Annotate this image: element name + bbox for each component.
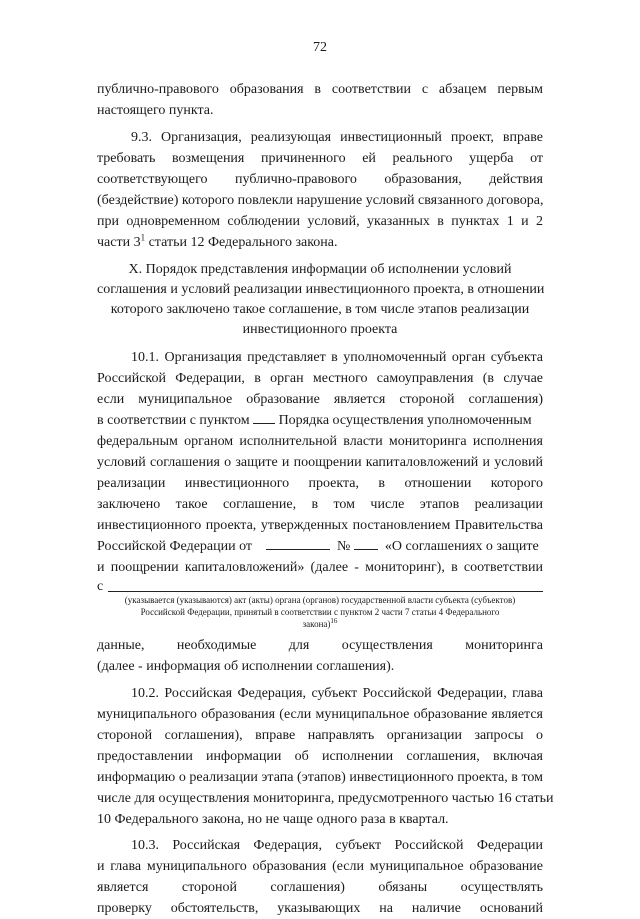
text-line: с xyxy=(97,579,104,594)
text-line: является стороной соглашения) обязаны осуществлять xyxy=(97,880,543,895)
text-line: условий соглашения о защите и поощрении капиталовложений и условий xyxy=(97,455,543,470)
text-line: инвестиционного проекта, утвержденных постановлением Правительства xyxy=(97,518,543,533)
text-line xyxy=(97,537,543,557)
text-line: (далее - информация об исполнении соглашения). xyxy=(97,659,395,674)
text-line xyxy=(97,411,543,431)
text-line: Российской Федерации, в орган местного самоуправления (в случае xyxy=(97,371,543,386)
section-heading-line: X. Порядок представления информации об исполнении условий xyxy=(128,262,512,277)
text-line: настоящего пункта. xyxy=(97,103,214,118)
footnote-rule xyxy=(108,591,543,592)
text-line: и поощрении капиталовложений» (далее - мониторинг), в соответствии xyxy=(97,560,543,575)
paragraph-10-2-start: 10.2. Российская Федерация, субъект Российской Федерации, глава xyxy=(131,686,543,701)
superscript: 1 xyxy=(140,232,146,243)
section-heading-line: инвестиционного проекта xyxy=(242,322,398,337)
text-line: числе для осуществления мониторинга, предусмотренного частью 16 статьи xyxy=(97,791,554,806)
text-line: соответствующего публично-правового образования, действия xyxy=(97,172,543,187)
text-line: заключено такое соглашение, в том числе этапов реализации xyxy=(97,497,543,512)
footnote-line: Российской Федерации, принятый в соответствии с пунктом 2 части 7 статьи 4 Федерального xyxy=(140,607,500,617)
text-fragment: «О соглашениях о защите xyxy=(384,539,539,554)
superscript: 16 xyxy=(330,617,338,625)
text-line: федеральным органом исполнительной власти мониторинга исполнения xyxy=(97,434,543,449)
text-line: при одновременном соблюдении условий, указанных в пунктах 1 и 2 xyxy=(97,214,543,229)
footnote-line xyxy=(97,618,543,630)
section-heading-line: которого заключено такое соглашение, в том числе этапов реализации xyxy=(110,302,530,317)
text-line xyxy=(97,233,543,253)
text-line: (бездействие) которого повлекли нарушение условий связанного договора, xyxy=(97,193,544,208)
page-number: 72 xyxy=(313,40,327,55)
blank-field xyxy=(253,411,275,424)
blank-field xyxy=(354,537,378,550)
blank-field xyxy=(266,537,330,550)
text-fragment: части 3 xyxy=(97,235,141,250)
text-fragment: закона) xyxy=(302,619,331,629)
text-line: предоставлении информации об исполнении соглашения, включая xyxy=(97,749,543,764)
text-line: 10 Федерального закона, но не чаще одного раза в квартал. xyxy=(97,812,449,827)
section-heading-line: соглашения и условий реализации инвестиционного проекта, в отношении xyxy=(97,282,545,297)
text-line: муниципального образования (если муниципальное образование является xyxy=(97,707,543,722)
text-line: и глава муниципального образования (если муниципальное образование xyxy=(97,859,543,874)
paragraph-9-3-start: 9.3. Организация, реализующая инвестиционный проект, вправе xyxy=(131,130,543,145)
text-line: информацию о реализации этапа (этапов) инвестиционного проекта, в том xyxy=(97,770,543,785)
text-line: если муниципальное образование является стороной соглашения) xyxy=(97,392,543,407)
text-line: стороной соглашения), вправе направлять организации запросы о xyxy=(97,728,543,743)
text-line: публично-правового образования в соответствии с абзацем первым xyxy=(97,82,543,97)
paragraph-10-1-start: 10.1. Организация представляет в уполномоченный орган субъекта xyxy=(131,350,543,365)
text-fragment: в соответствии с пунктом xyxy=(97,413,250,428)
text-fragment: Порядка осуществления уполномоченным xyxy=(275,413,532,428)
text-fragment: статьи 12 Федерального закона. xyxy=(145,235,338,250)
footnote-line: (указывается (указываются) акт (акты) органа (органов) государственной власти субъекта (субъектов) xyxy=(124,595,516,605)
text-line: реализации инвестиционного проекта, в отношении которого xyxy=(97,476,543,491)
text-line: данные, необходимые для осуществления мониторинга xyxy=(97,638,543,653)
text-line: проверку обстоятельств, указывающих на наличие оснований xyxy=(97,901,543,916)
paragraph-10-3-start: 10.3. Российская Федерация, субъект Российской Федерации xyxy=(131,838,543,853)
text-fragment: Российской Федерации от xyxy=(97,539,253,554)
number-sign: № xyxy=(337,539,351,554)
text-line: требовать возмещения причиненного ей реального ущерба от xyxy=(97,151,543,166)
